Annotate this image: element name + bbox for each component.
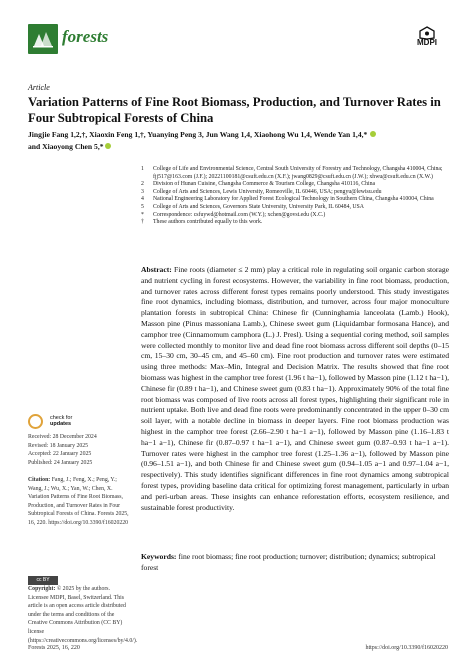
affiliation-mark: 3 (141, 188, 144, 195)
affiliation-mark: 5 (141, 203, 144, 210)
check-updates-icon (28, 414, 43, 429)
copyright-label: Copyright: (28, 586, 56, 592)
cc-by-license-icon[interactable]: cc BY (28, 576, 58, 585)
equal-contribution-note: These authors contributed equally to this work. (153, 219, 263, 226)
affiliation-item (141, 166, 451, 181)
abstract (141, 265, 449, 513)
abstract-text: Fine roots (diameter ≤ 2 mm) play a critical role in regulating soil organic carbon storage and nutrient cycling in forest ecosystems. However, the variability in fine root biomass, production, and turnover rates across different forest types remains poorly understood. This study investigates fine root dynamics, including biomass, distribution, and turnover, across four major monoculture plantation forests in subtropical China: Chinese fir (Cunninghamia lanceolata (Lamb.) Hook), Masson pine (Pinus massoniana Lamb.), Chinese sweet gum (Liquidambar formosana Hance), and camphor tree (Cinnamomum camphora (L.) J. Presl). Using a sequential coring method, soil samples were collected monthly to monitor live and dead fine root biomass across different soil depths (0–15 cm, 15–30 cm, 30–45 cm, and 45–60 cm). Fine root production and turnover rates were estimated using three methods: Max–Min, Integral and Decision Matrix. The results showed that fine root biomass was highest in the camphor tree forest (1.96 t ha−1), followed by Masson pine (1.12 t ha−1), Chinese fir (0.89 t ha−1), and Chinese sweet gum (0.83 t ha−1). Approximately 90% of the total fine root biomass was composed of live roots across all forest types, highlighting their significant role in nutrient uptake. Both live and dead fine roots were predominantly concentrated in the upper 0–30 cm soil layer, with a notable decline in biomass in deeper layers. Fine root biomass production was highest in the camphor tree forest (2.66–2.90 t ha−1 a−1), followed by Masson pine (1.16–1.83 t ha−1 a−1), Chinese fir (0.87–0.97 t ha−1 a−1), and Chinese sweet gum (0.87–0.93 t ha−1 a−1). Turnover rates were highest in the camphor tree forest (1.25–1.36 a−1), followed by Masson pine (0.96–1.51 a−1), and both Chinese fir and Chinese sweet gum (0.94–1.05 a−1 and 0.97–1.04 a−1, respectively). This study identifies significant differences in fine root dynamics among subtropical forest types, providing baseline data critical for optimizing forest management, particularly in urban and peri-urban areas. These insights can enhance reforestation efforts, ecosystem resilience, and sustainable forest productivity. (141, 265, 449, 512)
article-title: Variation Patterns of Fine Root Biomass, Production, and Turnover Rates in Four Subtropical Forests of China (28, 95, 441, 125)
affiliation-text: College of Arts and Sciences, Lewis University, Romeoville, IL 60446, USA; pengyu@lewisu.edu (153, 188, 382, 195)
affiliation-text: Division of Hunan Cuisine, Changsha Commerce & Tourism College, Changsha 410116, China (153, 181, 376, 188)
affiliation-item (141, 181, 451, 189)
received-date: Received: 28 December 2024 (28, 434, 97, 440)
affiliation-mark: 1 (141, 166, 144, 172)
affiliation-item (141, 204, 451, 212)
authors-line-2: and Xiaoyong Chen 5,* (28, 142, 104, 151)
accepted-date: Accepted: 22 January 2025 (28, 451, 92, 457)
affiliation-item (141, 219, 451, 227)
correspondence-text: Correspondence: csfuywd@hotmail.com (W.Y.); xchen@govst.edu (X.C.) (153, 211, 326, 218)
mdpi-logo[interactable] (408, 26, 446, 50)
affiliation-mark: * (141, 211, 144, 218)
orcid-icon[interactable] (370, 131, 376, 137)
affiliation-mark: 4 (141, 196, 144, 203)
citation-label: Citation: (28, 477, 51, 483)
check-updates-line-1: check for (50, 415, 73, 422)
keywords-label: Keywords: (141, 552, 177, 561)
affiliation-mark: 2 (141, 181, 144, 188)
affiliation-text: National Engineering Laboratory for Applied Forest Ecological Technology in Southern China, Changsha 410004, China (153, 196, 434, 203)
check-updates-label (50, 415, 72, 427)
publisher-name: MDPI (417, 38, 437, 47)
authors-line-1: Jingjie Fang 1,2,†, Xiaoxin Feng 1,†, Yuanying Peng 3, Jun Wang 1,4, Xiaohong Wu 1,4, Wende Yan 1,4,* (28, 130, 370, 139)
affiliation-text: College of Life and Environmental Science, Central South University of Forestry and Technology, Changsha 410004, China; fjj517@163.com (J.F.); 20221100181@csuft.edu.cn (X.F.); jwang0829@csuft.edu.cn (J.W.); xhwu@csuft.edu.cn (X.W.) (153, 166, 443, 180)
journal-name[interactable]: forests (62, 27, 109, 46)
tree-icon (28, 24, 58, 54)
copyright-text: © 2025 by the authors. Licensee MDPI, Basel, Switzerland. This article is an open access article distributed under the terms and conditions of the Creative Commons Attribution (CC BY) license (https://creativecommons.org/licenses/by/4.0/). (28, 586, 138, 644)
citation-text[interactable]: Fang, J.; Feng, X.; Peng, Y.; Wang, J.; Wu, X.; Yan, W.; Chen, X. Variation Patterns of Fine Root Biomass, Production, and Turnover Rates in Four Subtropical Forests of China. Forests 2025, 16, 220. https://doi.org/10.3390/f16020220 (28, 477, 129, 526)
author-list (28, 129, 448, 153)
affiliation-text: College of Arts and Sciences, Governors State University, University Park, IL 60484, USA (153, 203, 364, 210)
footer-journal-citation: Forests 2025, 16, 220 (28, 645, 80, 651)
check-for-updates-button[interactable] (28, 412, 72, 430)
affiliation-item (141, 196, 451, 204)
citation (28, 476, 132, 528)
revised-date: Revised: 18 January 2025 (28, 442, 89, 449)
copyright (28, 574, 138, 645)
journal-logo-icon (28, 24, 58, 54)
orcid-icon[interactable] (105, 143, 111, 149)
published-date: Published: 24 January 2025 (28, 459, 93, 466)
article-type: Article (28, 83, 50, 92)
check-updates-line-2: updates (50, 421, 72, 428)
publication-dates (28, 433, 132, 467)
affiliations (141, 166, 451, 227)
keywords-text: fine root biomass; fine root production; turnover; distribution; dynamics; subtropical forest (141, 552, 436, 572)
affiliation-mark: † (141, 219, 144, 226)
abstract-label: Abstract: (141, 265, 172, 274)
keywords (141, 552, 449, 574)
footer-doi-link[interactable]: https://doi.org/10.3390/f16020220 (365, 645, 448, 651)
affiliation-item (141, 212, 451, 220)
